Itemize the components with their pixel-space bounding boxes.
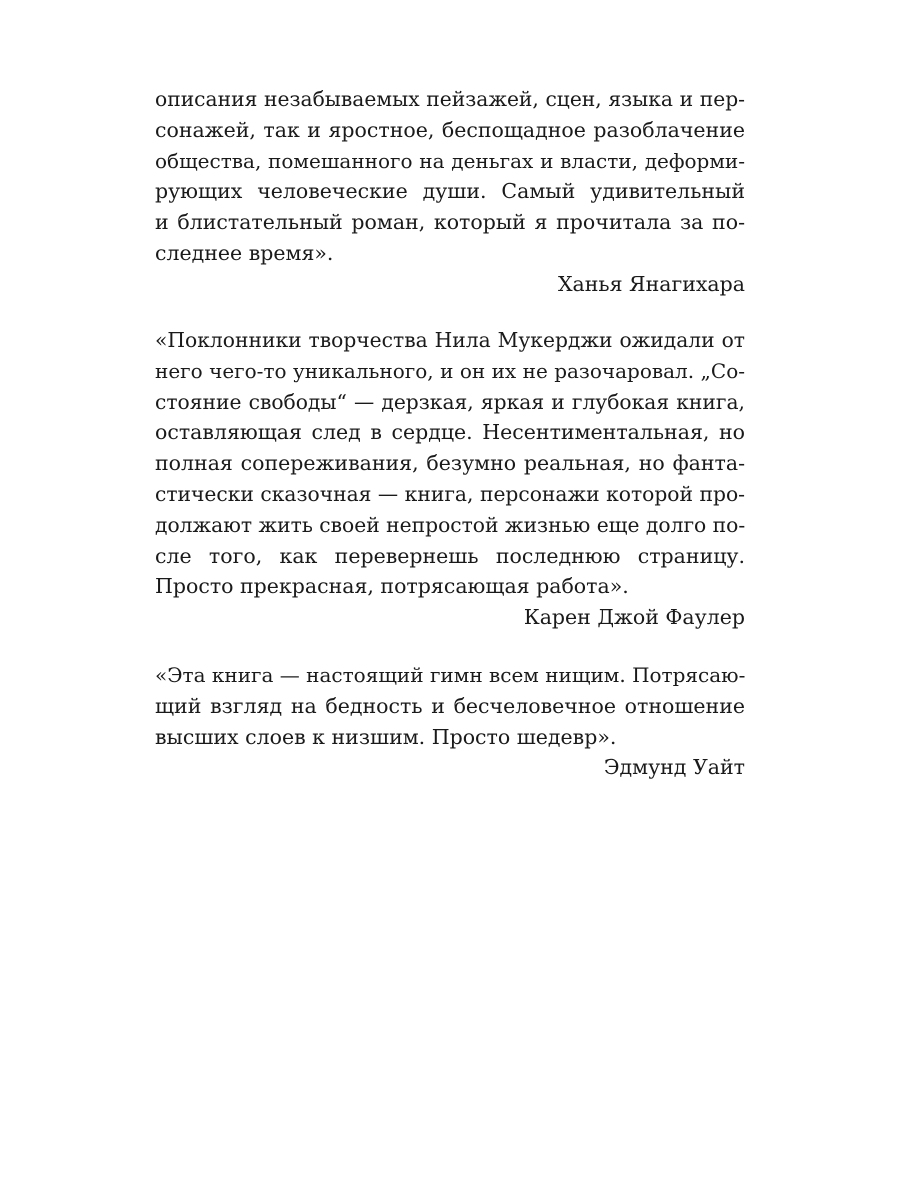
review-text-line: щий взгляд на бедность и бесчеловечное отношение [155,693,745,718]
review-author: Карен Джой Фаулер [523,605,745,630]
review-text-line: описания незабываемых пейзажей, сцен, языка и пер- [155,87,745,111]
review-yanagihara [155,84,745,300]
review-text-line: высших слоев к низшим. Просто шедевр». [155,724,617,749]
review-text-line: следнее время». [155,240,334,265]
review-text-line: сле того, как перевернешь последнюю страницу. [155,543,745,568]
review-fowler [155,325,745,633]
review-text-line: рующих человеческие души. Самый удивительный [155,179,745,204]
review-text-line: сонажей, так и яростное, беспощадное разоблачение [155,117,745,142]
review-text-line: общества, помешанного на деньгах и власти, деформи- [155,148,745,173]
review-text-line: стически сказочная — книга, персонажи которой про- [155,481,745,506]
review-text-line: него чего-то уникального, и он их не разочаровал. „Со- [155,358,745,383]
review-white [155,660,745,783]
review-text-line: стояние свободы“ — дерзкая, яркая и глубокая книга, [155,389,745,414]
review-text-line: полная сопереживания, безумно реальная, но фанта- [155,451,745,476]
review-text-line: «Поклонники творчества Нила Мукерджи ожидали от [155,328,745,352]
review-author: Эдмунд Уайт [603,755,745,780]
review-text-line: оставляющая след в сердце. Несентиментальная, но [155,420,745,445]
review-text-line: и блистательный роман, который я прочитала за по- [155,210,745,235]
review-author: Ханья Янагихара [557,271,745,296]
review-text-line: Просто прекрасная, потрясающая работа». [155,574,629,599]
review-text-line: «Эта книга — настоящий гимн всем нищим. Потрясаю- [155,663,746,687]
review-text-line: должают жить своей непростой жизнью еще долго по- [155,512,746,537]
